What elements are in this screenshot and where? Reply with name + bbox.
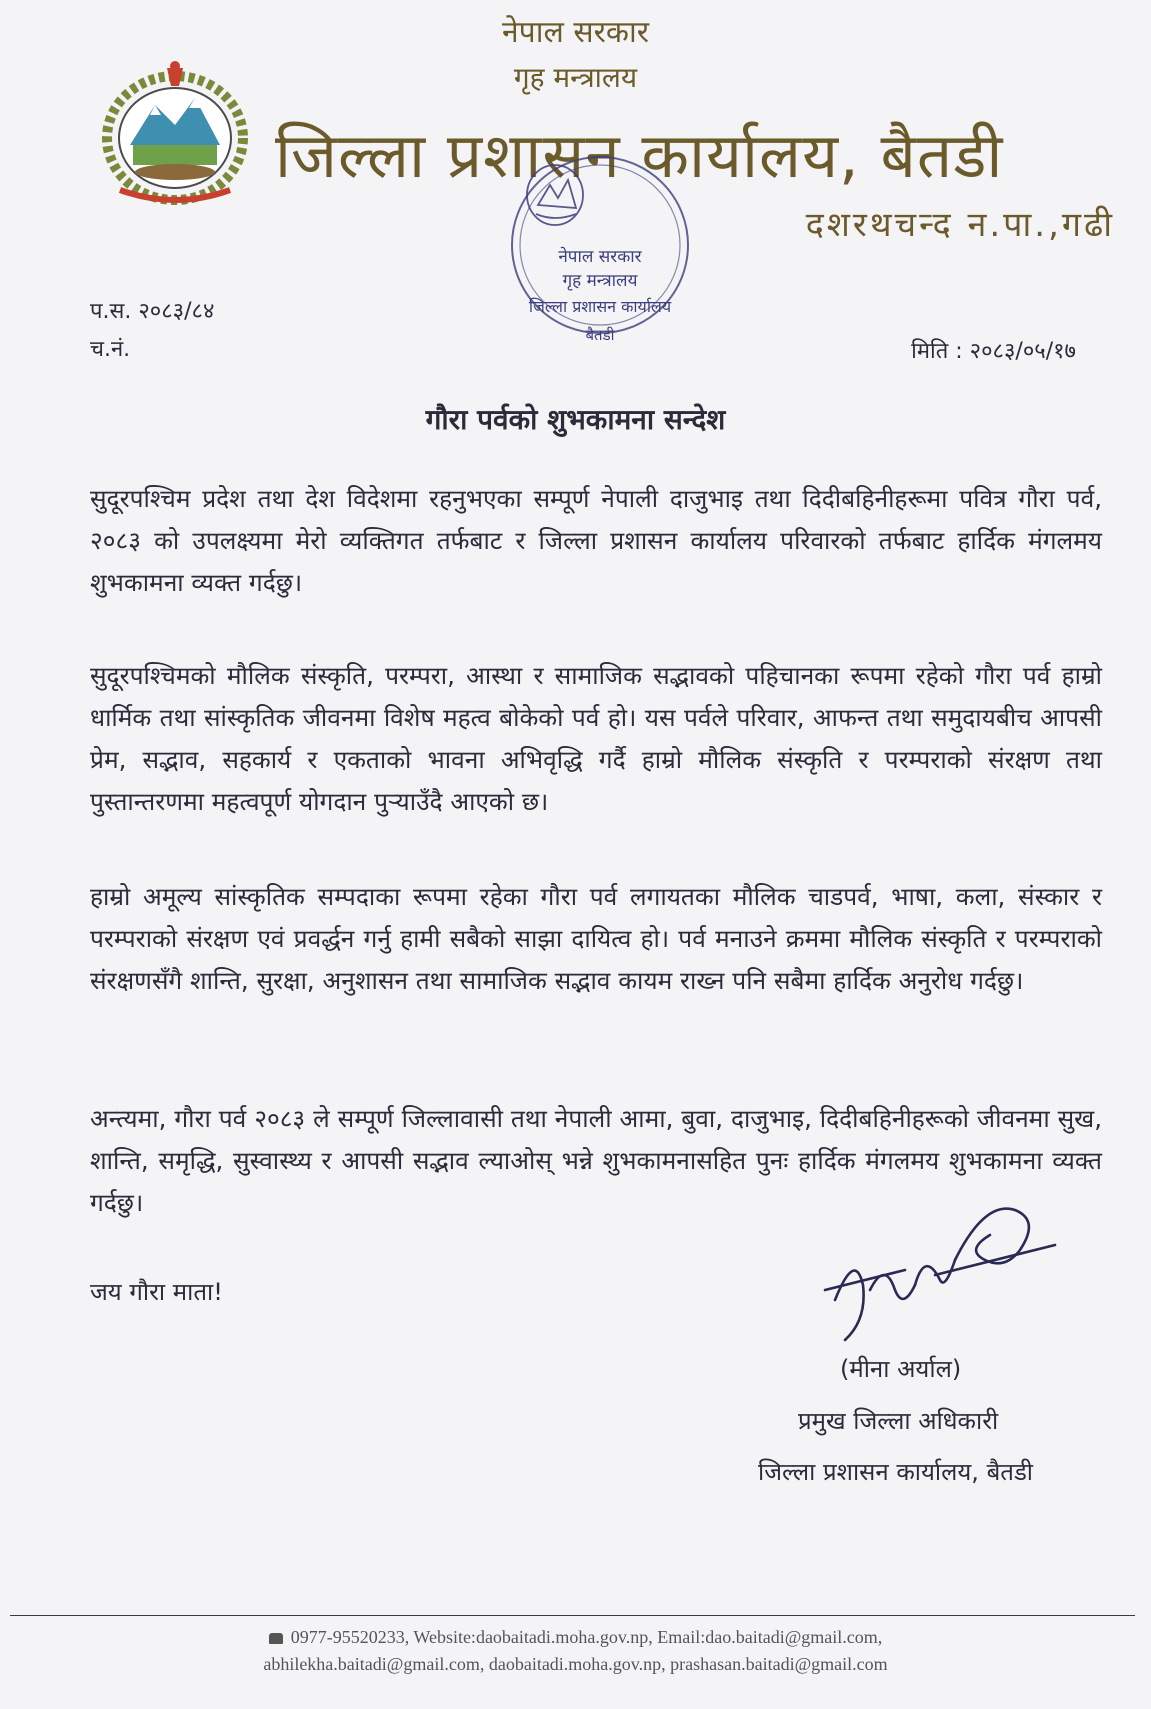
body-paragraph-3: हाम्रो अमूल्य सांस्कृतिक सम्पदाका रूपमा रहेका गौरा पर्व लगायतका मौलिक चाडपर्व, भाषा, कला, संस्कार र परम्पराको संरक्षण एवं प्रवर्द्धन गर्नु हामी सबैको साझा दायित्व हो। पर्व मनाउने क्रममा मौलिक संस्कृति र परम्पराको संरक्षणसँगै शान्ति, सुरक्षा, अनुशासन तथा सामाजिक सद्भाव कायम राख्न पनि सबैमा हार्दिक अनुरोध गर्दछु।	[90, 882, 1102, 995]
signatory-office: जिल्ला प्रशासन कार्यालय, बैतडी	[758, 1458, 1034, 1486]
office-address: दशरथचन्द न.पा.,गढी	[805, 205, 1115, 245]
signatory-title: प्रमुख जिल्ला अधिकारी	[798, 1407, 999, 1435]
closing-greeting: जय गौरा माता!	[90, 1278, 223, 1306]
ministry-name: गृह मन्त्रालय	[513, 61, 638, 94]
footer-line-1-text: 0977-95520233, Website:daobaitadi.moha.gov.np, Email:dao.baitadi@gmail.com,	[290, 1627, 883, 1647]
footer-contact-line-2: abhilekha.baitadi@gmail.com, daobaitadi.moha.gov.np, prashasan.baitadi@gmail.com	[263, 1654, 888, 1674]
body-paragraph-2: सुदूरपश्चिमको मौलिक संस्कृति, परम्परा, आस्था र सामाजिक सद्भावको पहिचानका रूपमा रहेको गौरा पर्व हाम्रो धार्मिक तथा सांस्कृतिक जीवनमा विशेष महत्व बोकेको पर्व हो। यस पर्वले परिवार, आफन्त तथा समुदायबीच आपसी प्रेम, सद्भाव, सहकार्य र एकताको भावना अभिवृद्धि गर्दै हाम्रो मौलिक संस्कृति र परम्पराको संरक्षण तथा पुस्तान्तरणमा महत्वपूर्ण योगदान पुऱ्याउँदै आएको छ।	[90, 661, 1102, 816]
footer-contact-line-1	[0, 1627, 1151, 1648]
dispatch-number: च.नं.	[90, 337, 131, 362]
body-paragraph-4: अन्त्यमा, गौरा पर्व २०८३ ले सम्पूर्ण जिल्लावासी तथा नेपाली आमा, बुवा, दाजुभाइ, दिदीबहिनीहरूको जीवनमा सुख, शान्ति, समृद्धि, सुस्वास्थ्य र आपसी सद्भाव ल्याओस् भन्ने शुभकामनासहित पुनः हार्दिक मंगलमय शुभकामना व्यक्त गर्दछु।	[90, 1104, 1102, 1217]
body-paragraph-1: सुदूरपश्चिम प्रदेश तथा देश विदेशमा रहनुभएका सम्पूर्ण नेपाली दाजुभाइ तथा दिदीबहिनीहरूमा पवित्र गौरा पर्व, २०८३ को उपलक्ष्यमा मेरो व्यक्तिगत तर्फबाट र जिल्ला प्रशासन कार्यालय परिवारको तर्फबाट हार्दिक मंगलमय शुभकामना व्यक्त गर्दछु।	[90, 484, 1102, 597]
footer-divider	[10, 1615, 1135, 1616]
nepal-emblem-icon	[95, 60, 255, 210]
stamp-line-4: बैतडी	[585, 326, 615, 344]
government-name: नेपाल सरकार	[502, 15, 649, 50]
letter-subject: गौरा पर्वको शुभकामना सन्देश	[425, 403, 726, 436]
letter-date: मिति : २०८३/०५/१७	[911, 339, 1076, 364]
office-stamp-icon	[500, 150, 700, 360]
signature-icon	[815, 1190, 1065, 1360]
stamp-line-1: नेपाल सरकार	[558, 247, 642, 267]
office-name: जिल्ला प्रशासन कार्यालय, बैतडी	[275, 119, 1004, 192]
signatory-name: (मीना अर्याल)	[840, 1355, 962, 1383]
phone-icon	[269, 1633, 283, 1644]
fiscal-year-ref: प.स. २०८३/८४	[90, 299, 215, 324]
stamp-line-3: जिल्ला प्रशासन कार्यालय	[528, 297, 672, 316]
stamp-line-2: गृह मन्त्रालय	[562, 271, 638, 291]
